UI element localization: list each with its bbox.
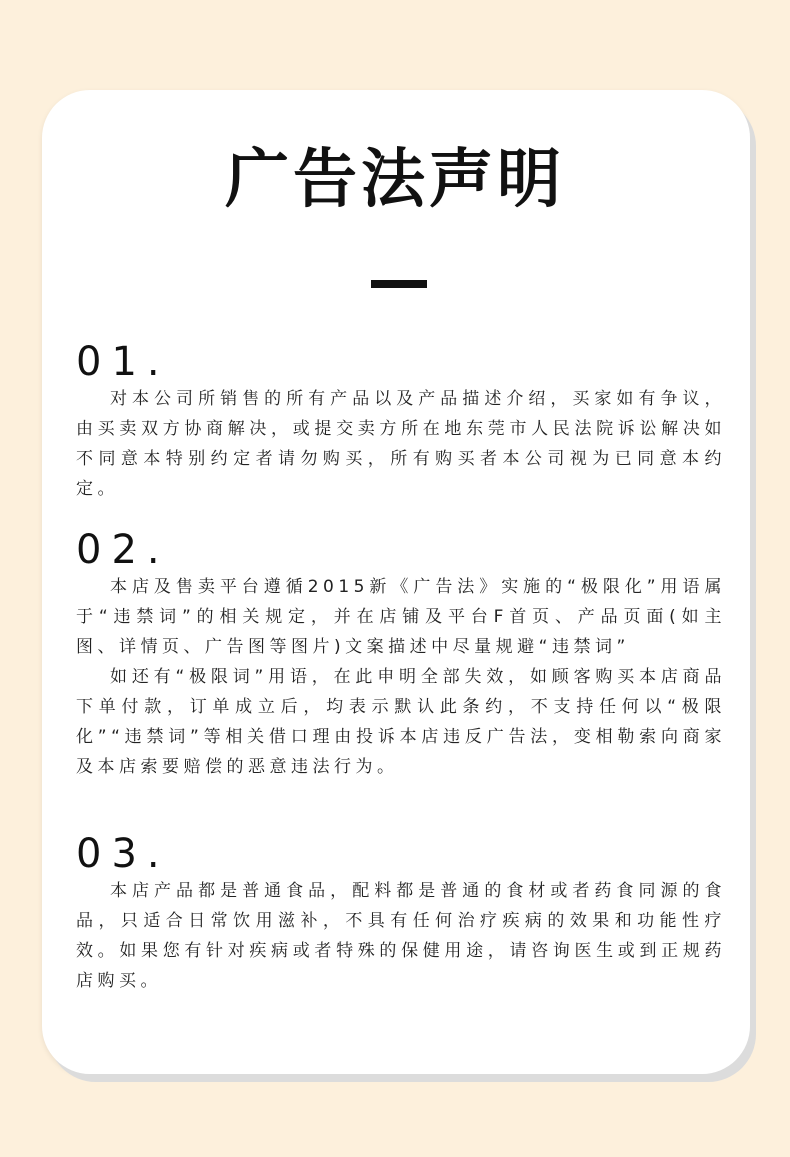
- section-3: [76, 832, 726, 996]
- section-number: 01.: [76, 339, 170, 385]
- section-paragraph: 本店及售卖平台遵循2015新《广告法》实施的“极限化”用语属于“违禁词”的相关规定，并在店铺及平台F首页、产品页面(如主图、详情页、广告图等图片)文案描述中尽量规避“违禁词”: [76, 577, 726, 657]
- page-title: 广告法声明: [225, 143, 565, 217]
- section-paragraph: 对本公司所销售的所有产品以及产品描述介绍，买家如有争议，由买卖双方协商解决，或提交卖方所在地东莞市人民法院诉讼解决如不同意本特别约定者请勿购买，所有购买者本公司视为已同意本约定。: [76, 389, 726, 499]
- title-divider: [371, 280, 427, 288]
- section-number: 03.: [76, 831, 170, 877]
- section-paragraph: 本店产品都是普通食品，配料都是普通的食材或者药食同源的食品，只适合日常饮用滋补，不具有任何治疗疾病的效果和功能性疗效。如果您有针对疾病或者特殊的保健用途，请咨询医生或到正规药店购买。: [76, 881, 726, 991]
- section-2: [76, 528, 726, 782]
- section-number: 02.: [76, 527, 170, 573]
- section-1: [76, 340, 726, 504]
- section-paragraph: 如还有“极限词”用语，在此申明全部失效，如顾客购买本店商品下单付款，订单成立后，均表示默认此条约，不支持任何以“极限化”“违禁词”等相关借口理由投诉本店违反广告法，变相勒索向商家及本店索要赔偿的恶意违法行为。: [76, 667, 726, 777]
